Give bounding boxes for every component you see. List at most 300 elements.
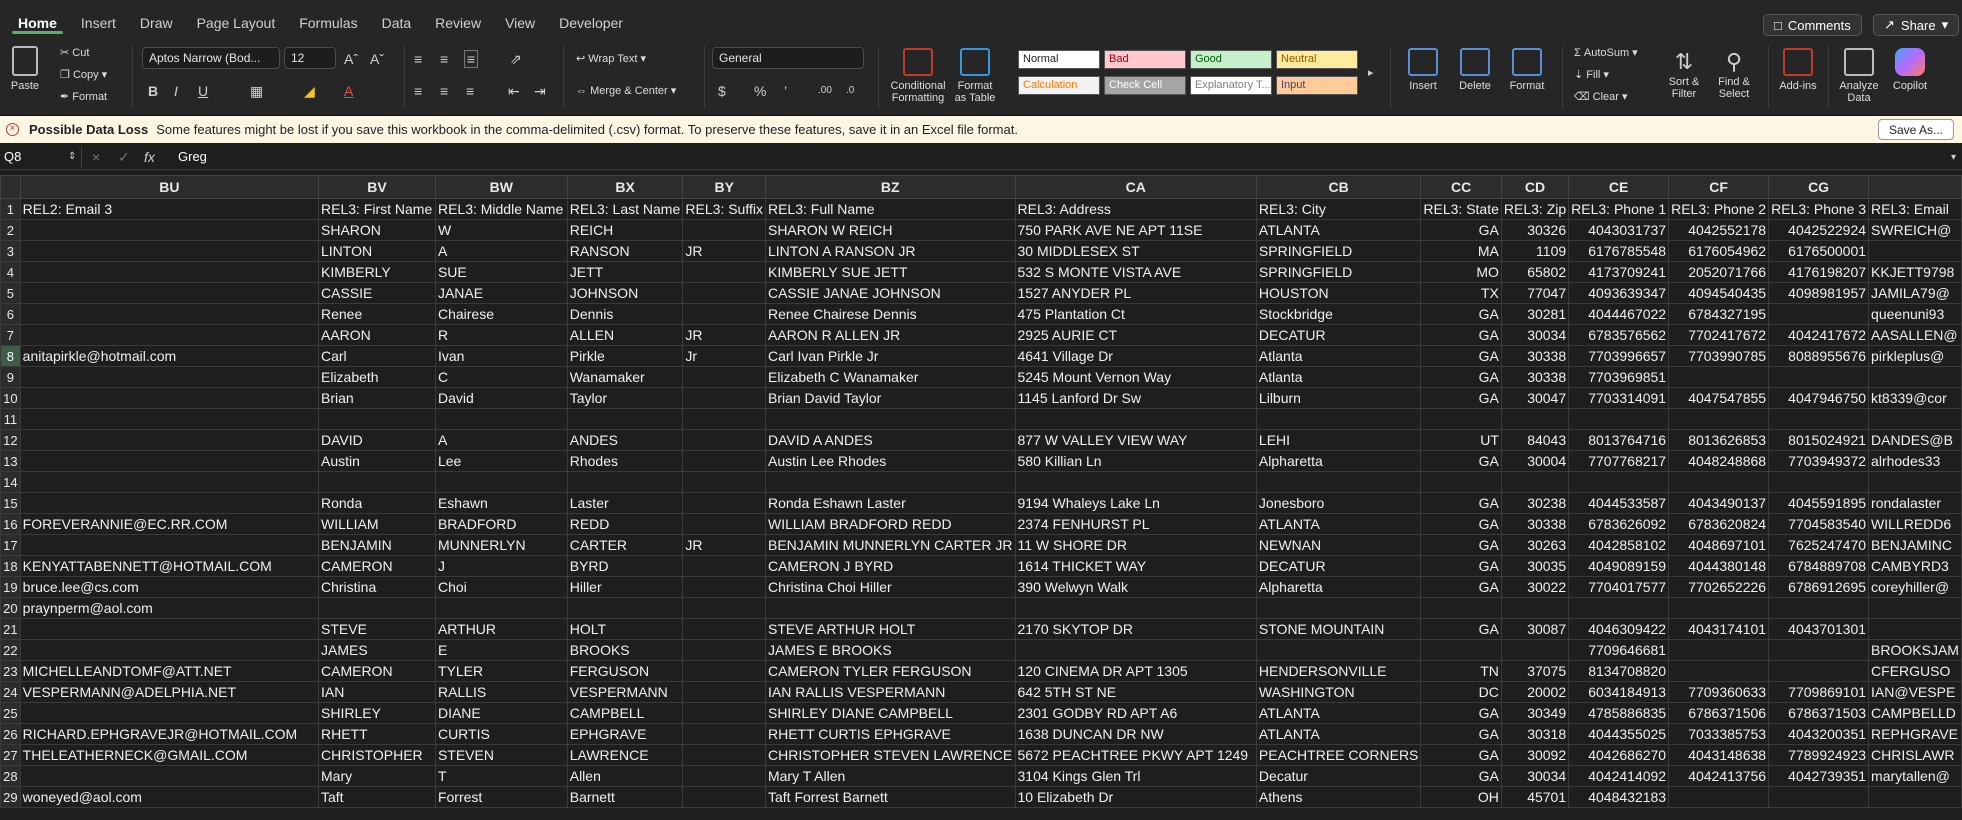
- cell[interactable]: [319, 472, 436, 493]
- cell[interactable]: [20, 472, 318, 493]
- cell[interactable]: SPRINGFIELD: [1256, 241, 1420, 262]
- cell[interactable]: Carl Ivan Pirkle Jr: [765, 346, 1015, 367]
- tab-home[interactable]: Home: [6, 0, 69, 38]
- cell[interactable]: 7709869101: [1769, 682, 1869, 703]
- cell[interactable]: IAN@VESPE: [1869, 682, 1962, 703]
- cell[interactable]: [683, 220, 766, 241]
- cell[interactable]: GA: [1421, 556, 1502, 577]
- underline-icon[interactable]: U: [198, 83, 209, 99]
- percent-icon[interactable]: %: [754, 83, 767, 99]
- cell[interactable]: REL3: City: [1256, 199, 1420, 220]
- cell[interactable]: HOUSTON: [1256, 283, 1420, 304]
- cell[interactable]: [1256, 640, 1420, 661]
- format-as-table-button[interactable]: Format as Table: [952, 48, 998, 104]
- cell[interactable]: [20, 409, 318, 430]
- cell[interactable]: [1869, 367, 1962, 388]
- cell[interactable]: THELEATHERNECK@GMAIL.COM: [20, 745, 318, 766]
- cell[interactable]: 4093639347: [1569, 283, 1669, 304]
- cell[interactable]: 4641 Village Dr: [1015, 346, 1256, 367]
- cell[interactable]: MICHELLEANDTOMF@ATT.NET: [20, 661, 318, 682]
- row-header[interactable]: 27: [1, 745, 21, 766]
- cell[interactable]: 4098981957: [1769, 283, 1869, 304]
- cell[interactable]: [683, 493, 766, 514]
- cell[interactable]: [1256, 409, 1420, 430]
- cell[interactable]: 4042522924: [1769, 220, 1869, 241]
- cell[interactable]: woneyed@aol.com: [20, 787, 318, 808]
- share-button[interactable]: ↗ Share ▾: [1873, 14, 1959, 36]
- cell[interactable]: [20, 304, 318, 325]
- cell[interactable]: 4048248868: [1669, 451, 1769, 472]
- cell[interactable]: DECATUR: [1256, 325, 1420, 346]
- cell[interactable]: GA: [1421, 493, 1502, 514]
- cell[interactable]: 30035: [1501, 556, 1568, 577]
- row-header[interactable]: 29: [1, 787, 21, 808]
- cell[interactable]: [683, 451, 766, 472]
- cell[interactable]: 4047946750: [1769, 388, 1869, 409]
- cell[interactable]: David: [435, 388, 567, 409]
- formula-input[interactable]: Greg: [178, 149, 207, 164]
- bold-icon[interactable]: B: [148, 83, 159, 99]
- cell[interactable]: praynperm@aol.com: [20, 598, 318, 619]
- cell[interactable]: queenuni93: [1869, 304, 1962, 325]
- column-header[interactable]: CD: [1501, 176, 1568, 199]
- cell[interactable]: 7703969851: [1569, 367, 1669, 388]
- cell[interactable]: Atlanta: [1256, 346, 1420, 367]
- cell[interactable]: 7702652226: [1669, 577, 1769, 598]
- cell[interactable]: [683, 514, 766, 535]
- row-header[interactable]: 5: [1, 283, 21, 304]
- cell[interactable]: 4048432183: [1569, 787, 1669, 808]
- column-header[interactable]: BY: [683, 176, 766, 199]
- cell[interactable]: [765, 598, 1015, 619]
- cell[interactable]: 2170 SKYTOP DR: [1015, 619, 1256, 640]
- cell[interactable]: 4047547855: [1669, 388, 1769, 409]
- row-header[interactable]: 13: [1, 451, 21, 472]
- cell[interactable]: JAMILA79@: [1869, 283, 1962, 304]
- cell[interactable]: [765, 472, 1015, 493]
- cell[interactable]: [1421, 409, 1502, 430]
- cell[interactable]: [683, 577, 766, 598]
- row-header[interactable]: 6: [1, 304, 21, 325]
- cell[interactable]: [1015, 640, 1256, 661]
- cell[interactable]: [20, 430, 318, 451]
- row-header[interactable]: 8: [1, 346, 21, 367]
- cell[interactable]: [683, 556, 766, 577]
- cell[interactable]: [20, 640, 318, 661]
- cell[interactable]: 4049089159: [1569, 556, 1669, 577]
- cell[interactable]: 390 Welwyn Walk: [1015, 577, 1256, 598]
- cancel-icon[interactable]: ×: [92, 149, 101, 165]
- cell[interactable]: Forrest: [435, 787, 567, 808]
- cell[interactable]: Athens: [1256, 787, 1420, 808]
- cell[interactable]: Rhodes: [567, 451, 683, 472]
- cell[interactable]: ATLANTA: [1256, 724, 1420, 745]
- cell[interactable]: [683, 619, 766, 640]
- cell[interactable]: RHETT: [319, 724, 436, 745]
- row-header[interactable]: 17: [1, 535, 21, 556]
- cell[interactable]: [1421, 598, 1502, 619]
- cell[interactable]: GA: [1421, 220, 1502, 241]
- cell[interactable]: LEHI: [1256, 430, 1420, 451]
- cell[interactable]: AARON: [319, 325, 436, 346]
- cell[interactable]: Elizabeth C Wanamaker: [765, 367, 1015, 388]
- cell[interactable]: [683, 283, 766, 304]
- cell[interactable]: CASSIE: [319, 283, 436, 304]
- column-header[interactable]: BV: [319, 176, 436, 199]
- comma-icon[interactable]: ’: [784, 83, 788, 99]
- cell[interactable]: TN: [1421, 661, 1502, 682]
- align-middle-icon[interactable]: ≡: [440, 51, 449, 67]
- cell[interactable]: KIMBERLY: [319, 262, 436, 283]
- cell[interactable]: GA: [1421, 325, 1502, 346]
- cell[interactable]: 30238: [1501, 493, 1568, 514]
- cell[interactable]: 2374 FENHURST PL: [1015, 514, 1256, 535]
- cell[interactable]: BENJAMINC: [1869, 535, 1962, 556]
- cell[interactable]: 9194 Whaleys Lake Ln: [1015, 493, 1256, 514]
- insert-cells-button[interactable]: Insert: [1400, 48, 1446, 92]
- cell[interactable]: SPRINGFIELD: [1256, 262, 1420, 283]
- name-box[interactable]: Q8: [0, 147, 82, 167]
- cell[interactable]: 7625247470: [1769, 535, 1869, 556]
- row-header[interactable]: 22: [1, 640, 21, 661]
- cell[interactable]: Austin Lee Rhodes: [765, 451, 1015, 472]
- cell[interactable]: 6784327195: [1669, 304, 1769, 325]
- cell[interactable]: Jonesboro: [1256, 493, 1420, 514]
- cell[interactable]: GA: [1421, 304, 1502, 325]
- cell[interactable]: Laster: [567, 493, 683, 514]
- select-all-corner[interactable]: [1, 176, 21, 199]
- cell[interactable]: CAMBYRD3: [1869, 556, 1962, 577]
- cell[interactable]: [1769, 787, 1869, 808]
- row-header[interactable]: 12: [1, 430, 21, 451]
- autosum-button[interactable]: Σ AutoSum ▾: [1574, 47, 1638, 59]
- cell[interactable]: HOLT: [567, 619, 683, 640]
- cell[interactable]: 7703996657: [1569, 346, 1669, 367]
- tab-review[interactable]: Review: [435, 15, 482, 31]
- cell[interactable]: [319, 409, 436, 430]
- warning-close-icon[interactable]: ×: [6, 123, 19, 136]
- cell-style-explanatory-t[interactable]: Explanatory T...: [1190, 76, 1272, 95]
- column-header[interactable]: BW: [435, 176, 567, 199]
- cell[interactable]: REL3: Address: [1015, 199, 1256, 220]
- cell[interactable]: Christina: [319, 577, 436, 598]
- cell[interactable]: E: [435, 640, 567, 661]
- cell[interactable]: 5672 PEACHTREE PKWY APT 1249: [1015, 745, 1256, 766]
- cell[interactable]: [1869, 619, 1962, 640]
- tab-insert[interactable]: Insert: [80, 15, 116, 31]
- cell[interactable]: 4042414092: [1569, 766, 1669, 787]
- cell[interactable]: CHRISLAWR: [1869, 745, 1962, 766]
- cell[interactable]: Carl: [319, 346, 436, 367]
- cell[interactable]: 4044533587: [1569, 493, 1669, 514]
- cell[interactable]: [567, 598, 683, 619]
- cell[interactable]: JR: [683, 535, 766, 556]
- cell[interactable]: Ivan: [435, 346, 567, 367]
- orientation-icon[interactable]: ⇗: [510, 51, 522, 67]
- cell[interactable]: REICH: [567, 220, 683, 241]
- cell[interactable]: 37075: [1501, 661, 1568, 682]
- cell[interactable]: RANSON: [567, 241, 683, 262]
- cell[interactable]: 6783626092: [1569, 514, 1669, 535]
- cell[interactable]: alrhodes33: [1869, 451, 1962, 472]
- cell[interactable]: 65802: [1501, 262, 1568, 283]
- cell[interactable]: JOHNSON: [567, 283, 683, 304]
- cell[interactable]: Barnett: [567, 787, 683, 808]
- font-color-icon[interactable]: A: [344, 83, 354, 99]
- cell[interactable]: [20, 619, 318, 640]
- find-select-button[interactable]: ⚲ Find & Select: [1710, 48, 1758, 100]
- cell[interactable]: J: [435, 556, 567, 577]
- name-box-stepper-icon[interactable]: ⇕: [68, 151, 77, 162]
- cell[interactable]: STEVE ARTHUR HOLT: [765, 619, 1015, 640]
- tab-draw[interactable]: Draw: [139, 15, 173, 31]
- cell[interactable]: REL3: State: [1421, 199, 1502, 220]
- cell[interactable]: Elizabeth: [319, 367, 436, 388]
- cell[interactable]: 4094540435: [1669, 283, 1769, 304]
- cell[interactable]: 4173709241: [1569, 262, 1669, 283]
- paste-button[interactable]: Paste: [6, 46, 44, 92]
- cell[interactable]: Alpharetta: [1256, 577, 1420, 598]
- cell[interactable]: [1015, 598, 1256, 619]
- cell[interactable]: 6783620824: [1669, 514, 1769, 535]
- cell[interactable]: [567, 472, 683, 493]
- cell[interactable]: CAMPBELL: [567, 703, 683, 724]
- cell[interactable]: Mary T Allen: [765, 766, 1015, 787]
- cell[interactable]: 8015024921: [1769, 430, 1869, 451]
- cell[interactable]: CAMERON: [319, 661, 436, 682]
- cell[interactable]: [1769, 598, 1869, 619]
- cell[interactable]: 7707768217: [1569, 451, 1669, 472]
- gallery-more-icon[interactable]: ▸: [1368, 67, 1374, 79]
- cell[interactable]: [1669, 409, 1769, 430]
- cell[interactable]: WILLIAM: [319, 514, 436, 535]
- expand-formula-icon[interactable]: ▾: [1950, 152, 1956, 163]
- cell[interactable]: [1869, 241, 1962, 262]
- cell[interactable]: FOREVERANNIE@EC.RR.COM: [20, 514, 318, 535]
- cell[interactable]: [20, 283, 318, 304]
- cell[interactable]: [683, 682, 766, 703]
- cell[interactable]: Ronda Eshawn Laster: [765, 493, 1015, 514]
- cell[interactable]: 3104 Kings Glen Trl: [1015, 766, 1256, 787]
- cell[interactable]: 11 W SHORE DR: [1015, 535, 1256, 556]
- cell[interactable]: CURTIS: [435, 724, 567, 745]
- cell-style-calculation[interactable]: Calculation: [1018, 76, 1100, 95]
- font-name-select[interactable]: Aptos Narrow (Bod...: [142, 47, 280, 69]
- cell[interactable]: 4044355025: [1569, 724, 1669, 745]
- cell[interactable]: [20, 493, 318, 514]
- column-header[interactable]: CB: [1256, 176, 1420, 199]
- comments-button[interactable]: □ Comments: [1763, 14, 1862, 36]
- cell[interactable]: Wanamaker: [567, 367, 683, 388]
- decrease-decimal-icon[interactable]: .0: [846, 85, 855, 96]
- cell[interactable]: [1015, 409, 1256, 430]
- cell-style-check-cell[interactable]: Check Cell: [1104, 76, 1186, 95]
- cell[interactable]: 8134708820: [1569, 661, 1669, 682]
- cell[interactable]: 7704017577: [1569, 577, 1669, 598]
- cell[interactable]: VESPERMANN@ADELPHIA.NET: [20, 682, 318, 703]
- cell[interactable]: [683, 598, 766, 619]
- cell[interactable]: Dennis: [567, 304, 683, 325]
- column-header[interactable]: CF: [1669, 176, 1769, 199]
- cell[interactable]: 30034: [1501, 325, 1568, 346]
- cell[interactable]: [683, 262, 766, 283]
- cell[interactable]: GA: [1421, 745, 1502, 766]
- cell[interactable]: 6783576562: [1569, 325, 1669, 346]
- cell[interactable]: AARON R ALLEN JR: [765, 325, 1015, 346]
- cell[interactable]: [1669, 472, 1769, 493]
- cell[interactable]: anitapirkle@hotmail.com: [20, 346, 318, 367]
- cell-style-input[interactable]: Input: [1276, 76, 1358, 95]
- cell[interactable]: REL3: Suffix: [683, 199, 766, 220]
- cell[interactable]: 8013764716: [1569, 430, 1669, 451]
- cell[interactable]: [683, 787, 766, 808]
- cell[interactable]: 4043701301: [1769, 619, 1869, 640]
- row-header[interactable]: 1: [1, 199, 21, 220]
- cell[interactable]: [1769, 409, 1869, 430]
- cell[interactable]: STONE MOUNTAIN: [1256, 619, 1420, 640]
- cell[interactable]: REL3: Email: [1869, 199, 1962, 220]
- currency-icon[interactable]: $: [718, 83, 726, 99]
- cell[interactable]: Taft: [319, 787, 436, 808]
- cell[interactable]: Hiller: [567, 577, 683, 598]
- cell[interactable]: 7709360633: [1669, 682, 1769, 703]
- cell[interactable]: WILLIAM BRADFORD REDD: [765, 514, 1015, 535]
- cell[interactable]: ATLANTA: [1256, 703, 1420, 724]
- cell[interactable]: [1256, 472, 1420, 493]
- column-header[interactable]: CG: [1769, 176, 1869, 199]
- cell[interactable]: 30 MIDDLESEX ST: [1015, 241, 1256, 262]
- cell[interactable]: GA: [1421, 451, 1502, 472]
- cell[interactable]: 2925 AURIE CT: [1015, 325, 1256, 346]
- cell[interactable]: 10 Elizabeth Dr: [1015, 787, 1256, 808]
- cell[interactable]: [20, 262, 318, 283]
- cell[interactable]: REL3: Zip: [1501, 199, 1568, 220]
- column-header[interactable]: BU: [20, 176, 318, 199]
- cell[interactable]: 30004: [1501, 451, 1568, 472]
- cell[interactable]: KIMBERLY SUE JETT: [765, 262, 1015, 283]
- cell[interactable]: BROOKSJAM: [1869, 640, 1962, 661]
- cell[interactable]: GA: [1421, 388, 1502, 409]
- cell[interactable]: DANDES@B: [1869, 430, 1962, 451]
- row-header[interactable]: 18: [1, 556, 21, 577]
- cell[interactable]: 6786912695: [1769, 577, 1869, 598]
- cell[interactable]: [20, 325, 318, 346]
- cell[interactable]: pirkleplus@: [1869, 346, 1962, 367]
- cell[interactable]: JAMES E BROOKS: [765, 640, 1015, 661]
- row-header[interactable]: 16: [1, 514, 21, 535]
- cell[interactable]: Ronda: [319, 493, 436, 514]
- cell[interactable]: BENJAMIN: [319, 535, 436, 556]
- cell[interactable]: Austin: [319, 451, 436, 472]
- cell[interactable]: [20, 388, 318, 409]
- row-header[interactable]: 28: [1, 766, 21, 787]
- cell[interactable]: [1569, 598, 1669, 619]
- cell[interactable]: IAN: [319, 682, 436, 703]
- cut-button[interactable]: ✂ Cut: [60, 47, 90, 59]
- cell[interactable]: 4042552178: [1669, 220, 1769, 241]
- cell[interactable]: [683, 745, 766, 766]
- cell[interactable]: 7704583540: [1769, 514, 1869, 535]
- cell[interactable]: [683, 367, 766, 388]
- cell[interactable]: Pirkle: [567, 346, 683, 367]
- cell[interactable]: [20, 703, 318, 724]
- cell[interactable]: WILLREDD6: [1869, 514, 1962, 535]
- cell[interactable]: JETT: [567, 262, 683, 283]
- cell[interactable]: ALLEN: [567, 325, 683, 346]
- cell[interactable]: [683, 472, 766, 493]
- cell[interactable]: Choi: [435, 577, 567, 598]
- conditional-formatting-button[interactable]: Conditional Formatting: [886, 48, 950, 104]
- column-header[interactable]: [1869, 176, 1962, 199]
- tab-developer[interactable]: Developer: [559, 15, 623, 31]
- cell[interactable]: 30281: [1501, 304, 1568, 325]
- cell[interactable]: LINTON: [319, 241, 436, 262]
- cell[interactable]: 6034184913: [1569, 682, 1669, 703]
- cell[interactable]: [1421, 640, 1502, 661]
- cell[interactable]: [683, 766, 766, 787]
- cell[interactable]: [1869, 409, 1962, 430]
- align-top-icon[interactable]: ≡: [414, 51, 423, 67]
- cell[interactable]: CHRISTOPHER: [319, 745, 436, 766]
- cell[interactable]: [319, 598, 436, 619]
- cell[interactable]: Taylor: [567, 388, 683, 409]
- fill-button[interactable]: ⇣ Fill ▾: [1574, 69, 1609, 81]
- cell[interactable]: 1145 Lanford Dr Sw: [1015, 388, 1256, 409]
- cell[interactable]: REL3: Full Name: [765, 199, 1015, 220]
- cell[interactable]: 30326: [1501, 220, 1568, 241]
- cell[interactable]: 30338: [1501, 367, 1568, 388]
- cell[interactable]: AASALLEN@: [1869, 325, 1962, 346]
- cell[interactable]: SHARON W REICH: [765, 220, 1015, 241]
- cell[interactable]: [683, 388, 766, 409]
- cell[interactable]: [567, 409, 683, 430]
- tab-formulas[interactable]: Formulas: [299, 15, 358, 31]
- cell[interactable]: 6176785548: [1569, 241, 1669, 262]
- row-header[interactable]: 20: [1, 598, 21, 619]
- cell[interactable]: [1669, 367, 1769, 388]
- cell[interactable]: [1869, 598, 1962, 619]
- cell[interactable]: UT: [1421, 430, 1502, 451]
- cell[interactable]: [1501, 472, 1568, 493]
- cell[interactable]: Eshawn: [435, 493, 567, 514]
- italic-icon[interactable]: I: [174, 83, 178, 99]
- cell[interactable]: REL3: Phone 3: [1769, 199, 1869, 220]
- cell[interactable]: bruce.lee@cs.com: [20, 577, 318, 598]
- cell[interactable]: MA: [1421, 241, 1502, 262]
- cell[interactable]: Brian David Taylor: [765, 388, 1015, 409]
- cell[interactable]: 1638 DUNCAN DR NW: [1015, 724, 1256, 745]
- cell[interactable]: 5245 Mount Vernon Way: [1015, 367, 1256, 388]
- tab-data[interactable]: Data: [381, 15, 412, 31]
- cell[interactable]: [20, 241, 318, 262]
- cell[interactable]: REL3: Phone 2: [1669, 199, 1769, 220]
- row-header[interactable]: 11: [1, 409, 21, 430]
- cell[interactable]: 8013626853: [1669, 430, 1769, 451]
- cell[interactable]: LAWRENCE: [567, 745, 683, 766]
- cell[interactable]: 30349: [1501, 703, 1568, 724]
- cell[interactable]: JR: [683, 241, 766, 262]
- cell[interactable]: 1527 ANYDER PL: [1015, 283, 1256, 304]
- cell[interactable]: 1109: [1501, 241, 1568, 262]
- cell[interactable]: [1501, 640, 1568, 661]
- row-header[interactable]: 25: [1, 703, 21, 724]
- column-header[interactable]: CC: [1421, 176, 1502, 199]
- cell[interactable]: [1569, 472, 1669, 493]
- analyze-data-button[interactable]: Analyze Data: [1836, 48, 1882, 104]
- cell[interactable]: STEVEN: [435, 745, 567, 766]
- cell[interactable]: Mary: [319, 766, 436, 787]
- cell[interactable]: 4042413756: [1669, 766, 1769, 787]
